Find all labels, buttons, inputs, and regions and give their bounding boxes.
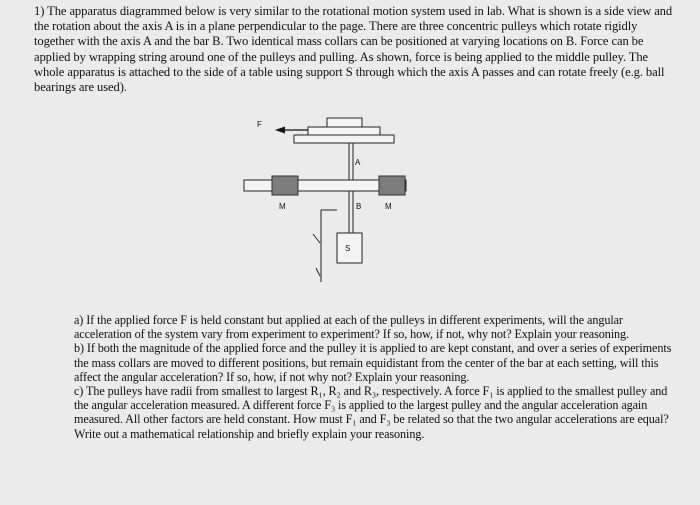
questions: [74, 313, 674, 441]
mass-label-right: M: [385, 202, 392, 211]
small-pulley: [327, 118, 362, 127]
support-label: S: [345, 244, 351, 253]
axis-label: A: [355, 158, 361, 167]
middle-pulley: [308, 127, 380, 135]
large-pulley: [294, 135, 394, 143]
mass-collar-left: [272, 176, 298, 195]
force-label: F: [257, 120, 262, 129]
mass-label-left: M: [279, 202, 286, 211]
problem-intro: 1) The apparatus diagrammed below is very similar to the rotational motion system used in lab. What is shown is a side view and the rotation about the axis A is in a plane perpendicular to the page. There are three concentric pulleys which rotate rigidly together with the axis A and the bar B. Two identical mass collars can be positioned at varying locations on B. Force can be applied by wrapping string around one of the pulleys and pulling. As shown, force is being applied to the middle pulley. The whole apparatus is attached to the side of a table using support S through which the axis A passes and can rotate freely (e.g. ball bearings are used).: [34, 4, 673, 95]
question-a: a) If the applied force F is held constant but applied at each of the pulleys in different experiments, will the angular acceleration of the system vary from experiment to experiment? If so, how, if not, why not? Explain your reasoning.: [74, 313, 629, 342]
question-c: c) The pulleys have radii from smallest to largest R₁, R₂ and R₃, respectively. A force F₁ is applied to the smallest pulley and the angular acceleration measured. A different force F₃ is applied to the largest pulley and the angular acceleration again measured. All other factors are held constant. How must F₁ and F₃ be related so that the two angular accelerations are equal? Write out a mathematical relationship and briefly explain your reasoning.: [74, 384, 669, 441]
bar-label: B: [356, 202, 362, 211]
mass-collar-right: [379, 176, 405, 195]
force-arrowhead: [275, 127, 285, 134]
question-b: b) If both the magnitude of the applied force and the pulley it is applied to are kept constant, and over a series of experiments the mass collars are moved to different positions, but remain equidistant from the center of the bar at each setting, will this affect the angular acceleration? If so, how, if not why not? Explain your reasoning.: [74, 341, 672, 384]
